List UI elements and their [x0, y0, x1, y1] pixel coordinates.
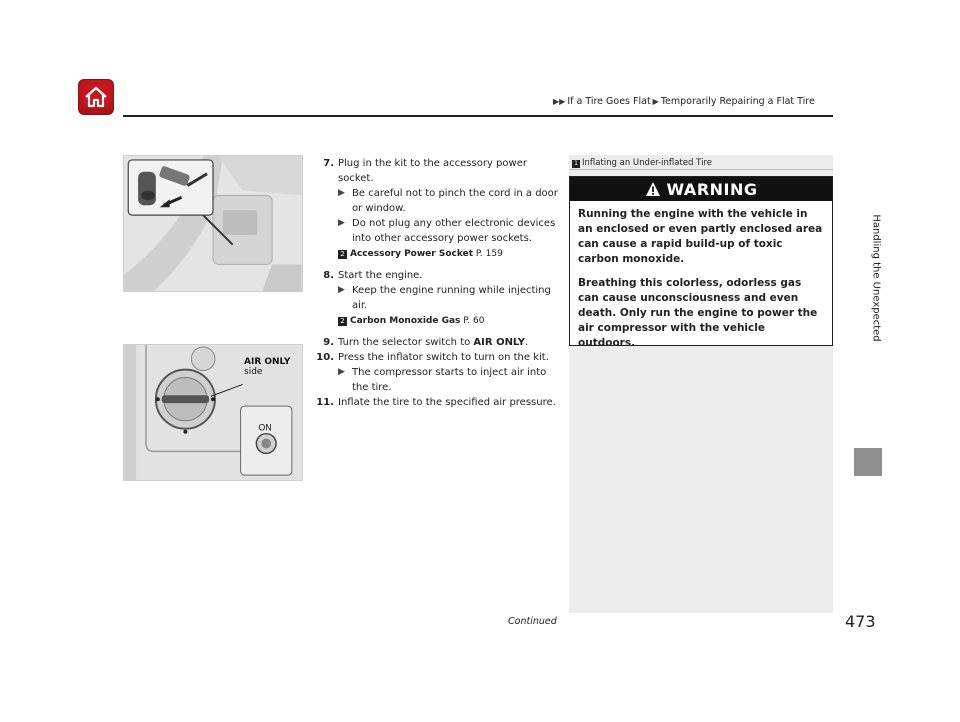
arrow-icon: ▶ — [338, 367, 345, 377]
reference-link[interactable]: 2 Carbon Monoxide Gas P. 60 — [338, 314, 560, 329]
step-8: 8. Start the engine. ▶ Keep the engine running while injecting air. 2 Carbon Monoxide Gas P. 60 — [310, 268, 560, 329]
home-button[interactable] — [78, 79, 114, 115]
warning-label: WARNING — [666, 179, 758, 199]
step-9: 9. Turn the selector switch to AIR ONLY. — [323, 337, 529, 348]
arrow-icon: ▶ — [338, 218, 345, 228]
step-10: 10. Press the inflator switch to turn on the kit. ▶ The compressor starts to inject air into the tire. — [310, 350, 560, 395]
page-number: 473 — [845, 612, 876, 631]
breadcrumb-arrow-icon: ▶▶ — [553, 97, 566, 106]
breadcrumb — [553, 96, 815, 107]
breadcrumb-item[interactable]: If a Tire Goes Flat — [567, 96, 651, 107]
step-8-note: ▶ Keep the engine running while injecting air. — [338, 285, 551, 311]
warning-box — [569, 176, 833, 349]
warning-header — [570, 177, 832, 201]
section-side-title: Handling the Unexpected — [870, 214, 882, 342]
breadcrumb-arrow-icon: ▶ — [652, 97, 659, 106]
note-title: 1 Inflating an Under-inflated Tire — [572, 158, 712, 168]
note-divider — [569, 169, 833, 170]
warning-text: Running the engine with the vehicle in an enclosed or even partly enclosed area can cause a rapid build-up of toxic carbon monoxide. Breathing this colorless, odorless gas can cause unconsciousness and even death. Only run the engine to power the air compressor with the vehicle outdoors. — [578, 208, 823, 349]
note-marker-icon: 1 — [572, 160, 580, 168]
selector-switch-illustration — [123, 344, 303, 481]
reference-link[interactable]: 2 Accessory Power Socket P. 159 — [338, 247, 560, 262]
breadcrumb-item[interactable]: Temporarily Repairing a Flat Tire — [660, 96, 815, 107]
reference-arrow-icon: 2 — [338, 317, 347, 326]
arrow-icon: ▶ — [338, 285, 345, 295]
step-10-note: ▶ The compressor starts to inject air into the tire. — [338, 367, 547, 393]
reference-arrow-icon: 2 — [338, 250, 347, 259]
step-7: 7. Plug in the kit to the accessory power socket. ▶ Be careful not to pinch the cord in a door or window. ▶ Do not plug any other electronic devices into other accessory power sockets. 2 Accessory Power Socket P. 159 — [310, 156, 560, 262]
procedure-steps — [310, 156, 560, 410]
accessory-socket-illustration — [123, 155, 303, 292]
section-index-tab[interactable] — [854, 448, 882, 476]
step-7-note: ▶ Be careful not to pinch the cord in a door or window. — [338, 188, 558, 214]
warning-triangle-icon — [645, 181, 661, 197]
step-7-note: ▶ Do not plug any other electronic devices into other accessory power sockets. — [338, 218, 556, 244]
on-button-label: ON — [258, 422, 272, 433]
air-only-callout: AIR ONLY side — [244, 357, 291, 377]
continued-label: Continued — [508, 616, 557, 627]
home-icon — [83, 84, 109, 110]
step-11: 11. Inflate the tire to the specified air pressure. — [316, 397, 556, 408]
arrow-icon: ▶ — [338, 188, 345, 198]
header-divider — [123, 115, 833, 117]
